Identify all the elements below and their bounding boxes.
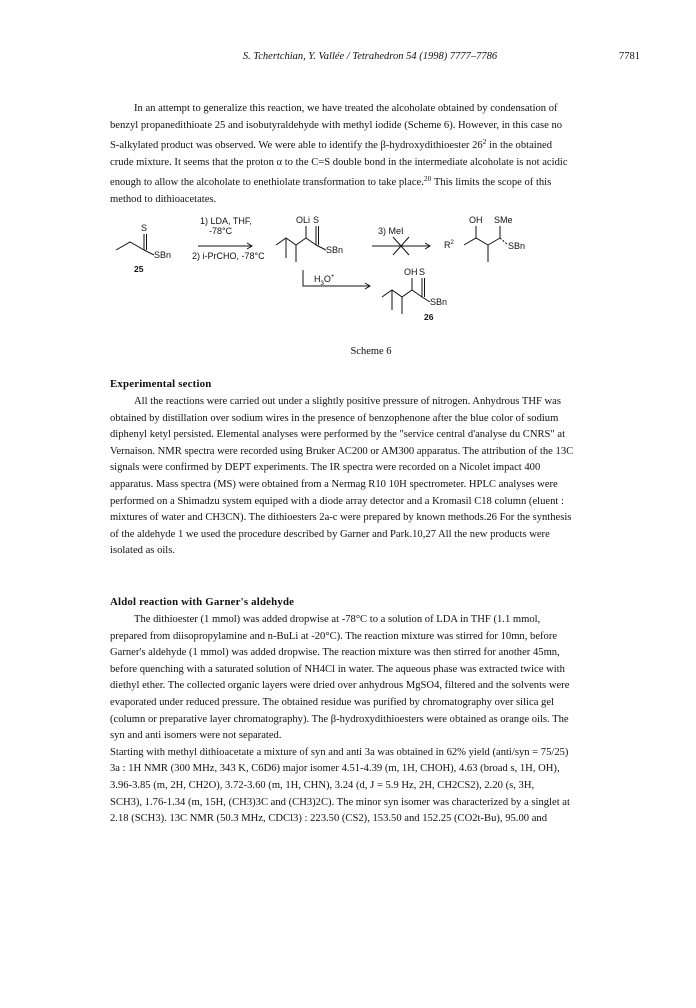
compound-label-25: 25 bbox=[134, 264, 144, 274]
label-h3o: $H_3O^+$ bbox=[314, 274, 335, 287]
intro-line-2: benzyl propanedithioate 25 and isobutyraldehyde with methyl iodide (Scheme 6). However, in this case no bbox=[110, 119, 563, 131]
bond-c-sbn-product bbox=[500, 238, 508, 245]
experimental-line-3: diphenyl ketyl persisted. Elemental analyses were performed by the "service central d'analyse du CNRS" at bbox=[110, 429, 566, 441]
aldol-line-11: 3.96-3.85 (m, 2H, CH2O), 3.72-3.60 (m, 1H, CHN), 3.24 (d, J = 5.9 Hz, 2H, CH2CS2), 2.20 (s, 3H, bbox=[110, 779, 535, 791]
intro-paragraph bbox=[110, 101, 632, 209]
experimental-line-6: apparatus. Mass spectra (MS) were obtained from a Nermag R10 10H spectrometer. HPLC analyses were bbox=[110, 478, 558, 490]
aldol-line-10: 3a : 1H NMR (300 MHz, 343 K, C6D6) major isomer 4.51-4.39 (m, 1H, CHOH), 4.63 (broad s, 1H, OH), bbox=[110, 763, 560, 775]
intro-line-3-text: S-alkylated product was observed. We were able to identify the β-hydroxydithioester 26 bbox=[110, 140, 483, 152]
label-sbn-intermediate: SBn bbox=[326, 245, 344, 255]
intro-line-5 bbox=[110, 171, 632, 192]
label-r2: $R^2$ bbox=[444, 240, 454, 250]
running-header: S. Tchertchian, Y. Vallée / Tetrahedron 54 (1998) 7777–7786 bbox=[242, 51, 498, 62]
label-oli: OLi bbox=[296, 215, 311, 225]
aldol-line-12: SCH3), 1.76-1.34 (m, 15H, (CH3)3C and (CH3)2C). The minor syn isomer was characterized by a singlet at bbox=[110, 796, 570, 808]
label-sbn-25: SBn bbox=[154, 250, 172, 260]
aldol-line-7: (column or preparative layer chromatography). The β-hydroxydithioesters were obtained as orange oils. The bbox=[110, 713, 569, 725]
aldol-line-2: prepared from diisopropylamine and n-BuLi at -20°C). The reaction mixture was stirred for 10mn, before bbox=[110, 630, 558, 642]
intro-line-3-tail: in the obtained bbox=[486, 140, 553, 152]
intro-line-1: In an attempt to generalize this reaction, we have treated the alcoholate obtained by condensation of bbox=[134, 103, 558, 114]
condition-step-1b: -78°C bbox=[209, 226, 233, 236]
aldol-line-6: evaporated under reduced pressure. The obtained residue was purified by chromatography over silica gel bbox=[110, 696, 554, 708]
condition-step-1: 1) LDA, THF, bbox=[200, 216, 252, 226]
page-number: 7781 bbox=[619, 51, 640, 62]
aldol-line-3: Garner's aldehyde (1 mmol) was added dropwise. The reaction mixture was then stirred for another 45mn, bbox=[110, 647, 560, 659]
aldol-paragraph bbox=[110, 612, 632, 828]
intro-line-5-text: enough to allow the alcoholate to enethiolate transformation to take place. bbox=[110, 177, 424, 189]
aldol-line-9: Starting with methyl dithioacetate a mixture of syn and anti 3a was obtained in 62% yield (anti/syn = 75/25) bbox=[110, 746, 569, 758]
aldol-line-1: The dithioester (1 mmol) was added dropwise at -78°C to a solution of LDA in THF (1.1 mmol, bbox=[134, 614, 541, 625]
aldol-line-4: before quenching with a saturated solution of NH4Cl in water. The aqueous phase was extracted twice with bbox=[110, 663, 565, 675]
experimental-line-2: obtained by distillation over sodium wires in the presence of benzophenone after the blue color of sodium bbox=[110, 412, 559, 424]
experimental-line-10: isolated as oils. bbox=[110, 545, 176, 557]
bond-c-sbn bbox=[144, 250, 154, 255]
bond-c-sbn-intermediate bbox=[316, 245, 326, 250]
bond-chain-product bbox=[464, 238, 488, 245]
intro-line-5-tail: This limits the scope of this bbox=[431, 177, 552, 189]
scheme-caption: Scheme 6 bbox=[350, 346, 392, 357]
label-s-25: S bbox=[141, 223, 148, 233]
label-oh-product: OH bbox=[469, 215, 483, 225]
experimental-line-7: performed on a Shimadzu system equiped with a diode array detector and a Kromasil C18 column (eluent : bbox=[110, 495, 564, 507]
reference-marker: 2 bbox=[482, 137, 487, 147]
reaction-scheme-drawing bbox=[110, 212, 632, 347]
aldol-heading: Aldol reaction with Garner's aldehyde bbox=[110, 596, 295, 608]
aldol-line-8: syn and anti isomers were not separated. bbox=[110, 730, 282, 742]
bond-ce-product bbox=[488, 238, 500, 245]
label-r2-text: R bbox=[444, 240, 451, 250]
label-s-intermediate: S bbox=[313, 215, 320, 225]
experimental-paragraph bbox=[110, 394, 632, 560]
intro-line-3 bbox=[110, 134, 632, 155]
reference-marker: 20 bbox=[423, 174, 432, 184]
label-sme: SMe bbox=[494, 215, 513, 225]
scheme-6 bbox=[110, 212, 632, 362]
label-s-26: S bbox=[419, 267, 426, 277]
label-oh-26: OH bbox=[404, 267, 418, 277]
experimental-line-4: Vernaison. NMR spectra were recorded using Bruker AC200 or AM300 apparatus. The attribution of the 13C bbox=[110, 445, 574, 457]
intro-line-6: method to dithioacetates. bbox=[110, 193, 217, 205]
bond-ethyl bbox=[116, 242, 144, 250]
label-sbn-26: SBn bbox=[430, 297, 448, 307]
experimental-line-8: mixtures of water and CH3CN). The dithioesters 2a-c were prepared by known methods.26 For the synthesis bbox=[110, 512, 572, 524]
experimental-heading: Experimental section bbox=[110, 378, 212, 390]
label-sbn-product: SBn bbox=[508, 241, 526, 251]
experimental-line-1: All the reactions were carried out under a slightly positive pressure of nitrogen. Anhydrous THF was bbox=[134, 396, 561, 407]
experimental-line-5: signals were confirmed by DEPT experiments. The IR spectra were recorded on a Nicolet impact 400 bbox=[110, 462, 541, 474]
aldol-line-13: 2.18 (SCH3). 13C NMR (50.3 MHz, CDCl3) : 223.50 (CS2), 153.50 and 152.25 (CO2t-Bu), 95.00 and bbox=[110, 813, 547, 825]
condition-step-2: 2) i-PrCHO, -78°C bbox=[192, 251, 265, 261]
bond-c-sbn-26 bbox=[422, 297, 430, 302]
compound-label-26: 26 bbox=[424, 312, 434, 322]
experimental-line-9: of the aldehyde 1 we used the procedure described by Garner and Park.10,27 All the new products were bbox=[110, 528, 550, 540]
aldol-line-5: diethyl ether. The collected organic layers were dried over anhydrous MgSO4, filtered and the solvents were bbox=[110, 680, 570, 692]
condition-step-3: 3) MeI bbox=[378, 226, 404, 236]
bond-chain-26 bbox=[382, 290, 422, 297]
intro-line-4: crude mixture. It seems that the proton α to the C=S double bond in the intermediate alcoholate is not acidic bbox=[110, 156, 568, 168]
bond-chain-intermediate bbox=[276, 238, 316, 245]
